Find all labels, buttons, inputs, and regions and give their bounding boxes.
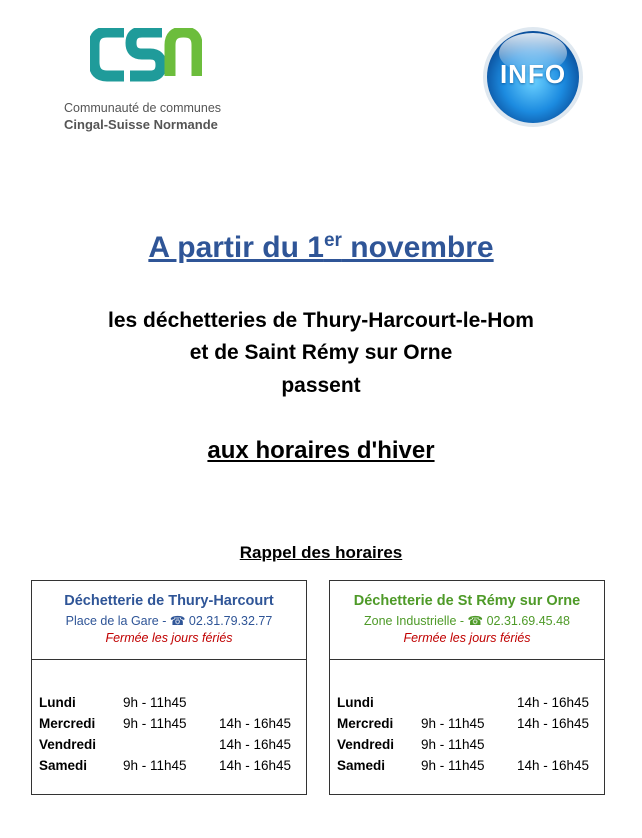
csn-logo-mark [90, 28, 202, 90]
day: Mercredi [39, 716, 96, 731]
afternoon-hours: 14h - 16h45 [219, 716, 292, 731]
schedule-table [39, 695, 301, 779]
phone-icon: ☎ [169, 614, 186, 628]
headline-suffix: novembre [341, 231, 494, 264]
logo-line-2: Cingal-Suisse Normande [64, 117, 218, 132]
lead-line-2: et de Saint Rémy sur Orne [189, 341, 453, 364]
day: Samedi [337, 758, 386, 773]
logo-line-1: Communauté de communes [64, 101, 222, 115]
day: Vendredi [337, 737, 395, 752]
morning-hours: 9h - 11h45 [421, 716, 485, 731]
day: Vendredi [39, 737, 97, 752]
center-address: Zone Industrielle [363, 614, 457, 628]
holiday-note: Fermée les jours fériés [403, 631, 531, 645]
afternoon-hours: 14h - 16h45 [517, 758, 590, 773]
headline-sup: er [323, 230, 342, 251]
center-phone: 02.31.69.45.48 [486, 614, 570, 628]
winter-hours-title: aux horaires d'hiver [207, 437, 435, 464]
center-thury-harcourt [31, 580, 307, 795]
center-header [330, 581, 604, 660]
schedule-row [337, 695, 599, 716]
afternoon-hours: 14h - 16h45 [219, 758, 292, 773]
day: Samedi [39, 758, 88, 773]
schedule-reminder-title: Rappel des horaires [239, 543, 403, 562]
morning-hours: 9h - 11h45 [123, 695, 187, 710]
center-st-remy [329, 580, 605, 795]
schedule-row [39, 695, 301, 716]
headline [0, 230, 642, 265]
phone-icon: ☎ [467, 614, 484, 628]
center-name: Déchetterie de Thury-Harcourt [64, 593, 274, 609]
schedule-row [337, 758, 599, 779]
afternoon-hours: 14h - 16h45 [517, 695, 590, 710]
schedule-row [39, 758, 301, 779]
center-phone: 02.31.79.32.77 [188, 614, 273, 628]
morning-hours: 9h - 11h45 [421, 758, 485, 773]
afternoon-hours: 14h - 16h45 [517, 716, 590, 731]
headline-prefix: A partir du 1 [148, 231, 324, 264]
schedule-row [337, 716, 599, 737]
center-address: Place de la Gare [65, 614, 159, 628]
center-name: Déchetterie de St Rémy sur Orne [353, 593, 581, 609]
morning-hours: 9h - 11h45 [421, 737, 485, 752]
schedule-row [337, 737, 599, 758]
morning-hours: 9h - 11h45 [123, 716, 187, 731]
day: Mercredi [337, 716, 394, 731]
info-label: INFO [499, 59, 567, 89]
day: Lundi [337, 695, 374, 710]
holiday-note: Fermée les jours fériés [105, 631, 233, 645]
schedule-row [39, 716, 301, 737]
day: Lundi [39, 695, 76, 710]
lead-line-1: les déchetteries de Thury-Harcourt-le-Hom [108, 309, 534, 332]
csn-logo [62, 28, 232, 138]
center-address-line: Zone Industrielle - ☎ 02.31.69.45.48 [363, 614, 570, 628]
lead-line-3: passent [281, 374, 361, 397]
center-header [32, 581, 306, 660]
schedule-table [337, 695, 599, 779]
morning-hours: 9h - 11h45 [123, 758, 187, 773]
info-badge [481, 25, 585, 129]
center-address-line: Place de la Gare - ☎ 02.31.79.32.77 [65, 614, 273, 628]
afternoon-hours: 14h - 16h45 [219, 737, 292, 752]
schedule-row [39, 737, 301, 758]
